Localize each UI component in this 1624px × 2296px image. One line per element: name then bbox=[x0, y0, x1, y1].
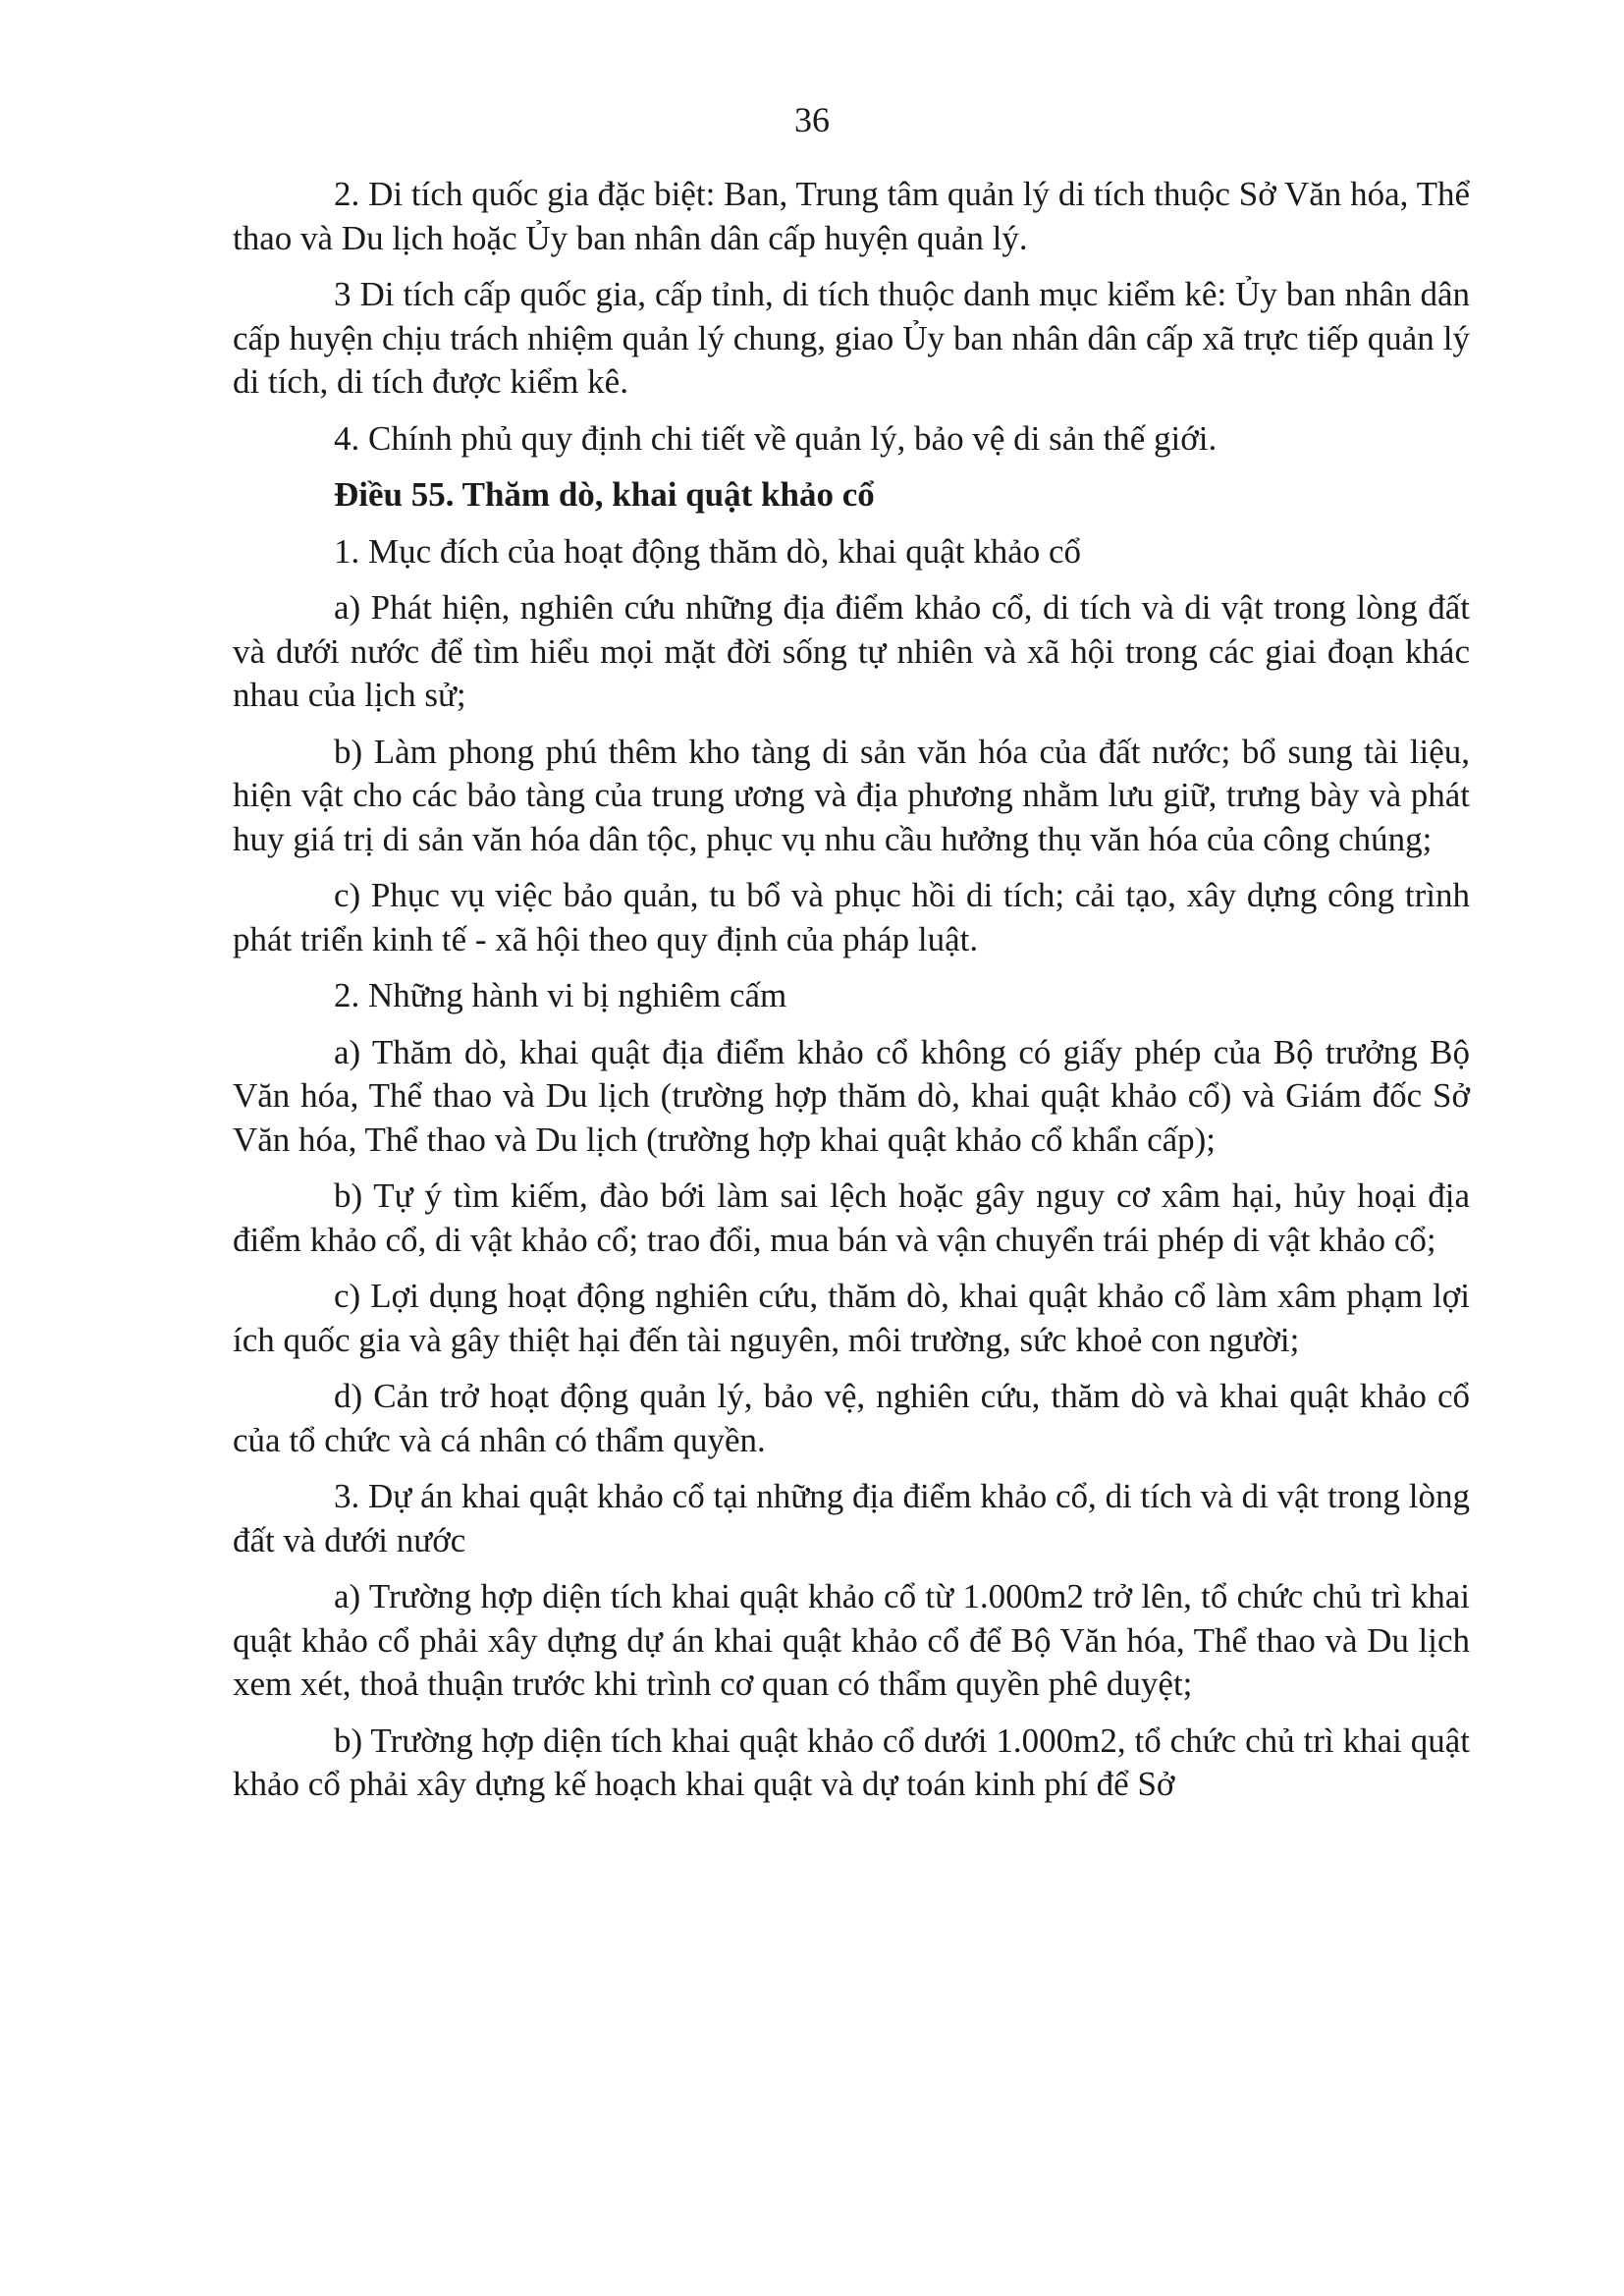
paragraph-prohibited: 2. Những hành vi bị nghiêm cấm bbox=[334, 976, 787, 1014]
paragraph-purpose-c: c) Phục vụ việc bảo quản, tu bổ và phục hồi di tích; cải tạo, xây dựng công trình phát triển kinh tế - xã hội theo quy định của pháp luật. bbox=[233, 876, 1470, 958]
paragraph-prohibited-a: a) Thăm dò, khai quật địa điểm khảo cổ không có giấy phép của Bộ trưởng Bộ Văn hóa, Thể thao và Du lịch (trường hợp thăm dò, khai quật khảo cổ) và Giám đốc Sở Văn hóa, Thể thao và Du lịch (trường hợp khai quật khảo cổ khẩn cấp); bbox=[233, 1032, 1470, 1159]
paragraph-purpose-a: a) Phát hiện, nghiên cứu những địa điểm khảo cổ, di tích và di vật trong lòng đất và dưới nước để tìm hiểu mọi mặt đời sống tự nhiên và xã hội trong các giai đoạn khác nhau của lịch sử; bbox=[233, 588, 1470, 714]
paragraph-prohibited-d: d) Cản trở hoạt động quản lý, bảo vệ, nghiên cứu, thăm dò và khai quật khảo cổ của tổ chức và cá nhân có thẩm quyền. bbox=[233, 1377, 1470, 1459]
paragraph-world-heritage: 4. Chính phủ quy định chi tiết về quản lý, bảo vệ di sản thế giới. bbox=[334, 418, 1218, 458]
paragraph-excavation-project: 3. Dự án khai quật khảo cổ tại những địa điểm khảo cổ, di tích và di vật trong lòng đất và dưới nước bbox=[233, 1477, 1470, 1559]
paragraph-prohibited-c: c) Lợi dụng hoạt động nghiên cứu, thăm dò, khai quật khảo cổ làm xâm phạm lợi ích quốc gia và gây thiệt hại đến tài nguyên, môi trường, sức khoẻ con người; bbox=[233, 1277, 1470, 1359]
paragraph-excavation-a: a) Trường hợp diện tích khai quật khảo cổ từ 1.000m2 trở lên, tổ chức chủ trì khai quật khảo cổ phải xây dựng dự án khai quật khảo cổ để Bộ Văn hóa, Thể thao và Du lịch xem xét, thoả thuận trước khi trình cơ quan có thẩm quyền phê duyệt; bbox=[233, 1577, 1470, 1703]
paragraph-purpose: 1. Mục đích của hoạt động thăm dò, khai quật khảo cổ bbox=[334, 531, 1082, 571]
paragraph-prohibited-b: b) Tự ý tìm kiếm, đào bới làm sai lệch hoặc gây nguy cơ xâm hại, hủy hoại địa điểm khảo cổ, di vật khảo cổ; trao đổi, mua bán và vận chuyển trái phép di vật khảo cổ; bbox=[233, 1176, 1470, 1259]
document-body bbox=[233, 173, 1470, 1820]
paragraph-purpose-b: b) Làm phong phú thêm kho tàng di sản văn hóa của đất nước; bổ sung tài liệu, hiện vật cho các bảo tàng của trung ương và địa phương nhằm lưu giữ, trưng bày và phát huy giá trị di sản văn hóa dân tộc, phục vụ nhu cầu hưởng thụ văn hóa của công chúng; bbox=[233, 732, 1470, 858]
paragraph-heritage-provincial: 3 Di tích cấp quốc gia, cấp tỉnh, di tích thuộc danh mục kiểm kê: Ủy ban nhân dân cấp huyện chịu trách nhiệm quản lý chung, giao Ủy ban nhân dân cấp xã trực tiếp quản lý di tích, di tích được kiểm kê. bbox=[233, 275, 1470, 401]
page-number: 36 bbox=[794, 100, 830, 139]
paragraph-excavation-b: b) Trường hợp diện tích khai quật khảo cổ dưới 1.000m2, tổ chức chủ trì khai quật khảo cổ phải xây dựng kế hoạch khai quật và dự toán kinh phí để Sở bbox=[233, 1721, 1470, 1803]
article-55-heading: Điều 55. Thăm dò, khai quật khảo cổ bbox=[334, 475, 875, 514]
paragraph-heritage-special: 2. Di tích quốc gia đặc biệt: Ban, Trung tâm quản lý di tích thuộc Sở Văn hóa, Thể thao và Du lịch hoặc Ủy ban nhân dân cấp huyện quản lý. bbox=[233, 175, 1470, 257]
